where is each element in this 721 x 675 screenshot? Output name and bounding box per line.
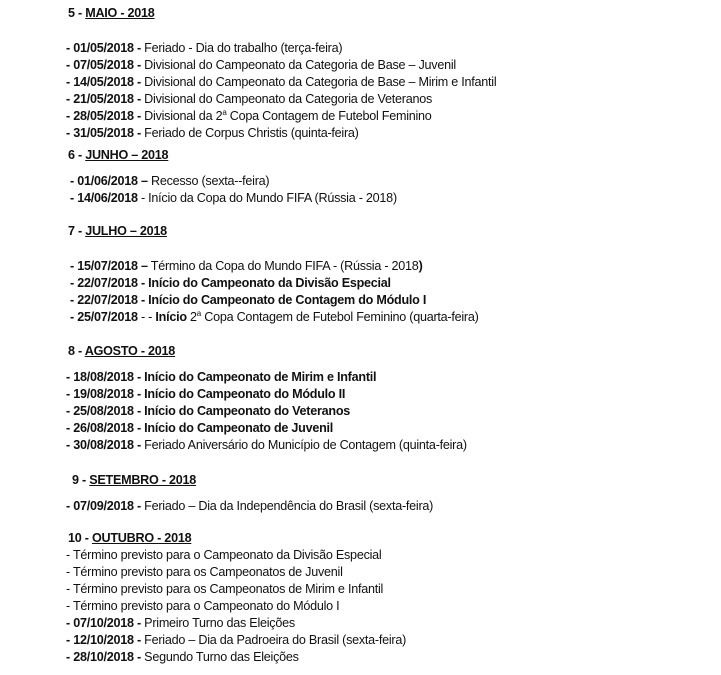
list-item: - 19/08/2018 - Início do Campeonato do Módulo II [66, 387, 346, 401]
section-heading-setembro: 9 - SETEMBRO - 2018 [72, 473, 197, 487]
list-item: - 22/07/2018 - Início do Campeonato da Divisão Especial [70, 276, 391, 290]
list-item: - 25/07/2018 - - Início 2$^a$ Copa Contagem de Futebol Feminino (quarta-feira) [70, 309, 479, 324]
list-item: - 25/08/2018 - Início do Campeonato do Veteranos [66, 404, 351, 418]
list-item: - 28/10/2018 - Segundo Turno das Eleições [66, 650, 299, 664]
list-item: - 12/10/2018 - Feriado – Dia da Padroeira do Brasil (sexta-feira) [66, 633, 407, 647]
list-item: - 07/09/2018 - Feriado – Dia da Independência do Brasil (sexta-feira) [66, 499, 434, 513]
list-item: - 31/05/2018 - Feriado de Corpus Christis (quinta-feira) [66, 126, 359, 140]
section-heading-maio: 5 - MAIO - 2018 [68, 6, 155, 20]
section-heading-outubro: 10 - OUTUBRO - 2018 [68, 531, 192, 545]
list-item: - Término previsto para o Campeonato da Divisão Especial [66, 548, 382, 562]
list-item: - 01/06/2018 – Recesso (sexta--feira) [70, 174, 270, 188]
list-item: - 14/06/2018 - Início da Copa do Mundo FIFA (Rússia - 2018) [70, 191, 397, 205]
list-item: - Término previsto para os Campeonatos de Juvenil [66, 565, 343, 579]
list-item: - 07/05/2018 - Divisional do Campeonato da Categoria de Base – Juvenil [66, 58, 456, 72]
section-heading-agosto: 8 - AGOSTO - 2018 [68, 344, 176, 358]
list-item: - 01/05/2018 - Feriado - Dia do trabalho (terça-feira) [66, 41, 343, 55]
list-item: - 28/05/2018 - Divisional da 2$^a$ Copa Contagem de Futebol Feminino [66, 108, 432, 123]
list-item: - 30/08/2018 - Feriado Aniversário do Município de Contagem (quinta-feira) [66, 438, 467, 452]
list-item: - Término previsto para os Campeonatos de Mirim e Infantil [66, 582, 384, 596]
list-item: - 18/08/2018 - Início do Campeonato de Mirim e Infantil [66, 370, 377, 384]
section-heading-junho: 6 - JUNHO – 2018 [68, 148, 169, 162]
list-item: - 26/08/2018 - Início do Campeonato de Juvenil [66, 421, 334, 435]
list-item: - 14/05/2018 - Divisional do Campeonato da Categoria de Base – Mirim e Infantil [66, 75, 497, 89]
list-item: - 21/05/2018 - Divisional do Campeonato da Categoria de Veteranos [66, 92, 433, 106]
list-item: - Término previsto para o Campeonato do Módulo I [66, 599, 340, 613]
list-item: - 15/07/2018 – Término da Copa do Mundo FIFA - (Rússia - 2018) [70, 259, 423, 273]
section-heading-julho: 7 - JULHO – 2018 [68, 224, 167, 238]
list-item: - 22/07/2018 - Início do Campeonato de Contagem do Módulo I [70, 293, 427, 307]
list-item: - 07/10/2018 - Primeiro Turno das Eleições [66, 616, 295, 630]
